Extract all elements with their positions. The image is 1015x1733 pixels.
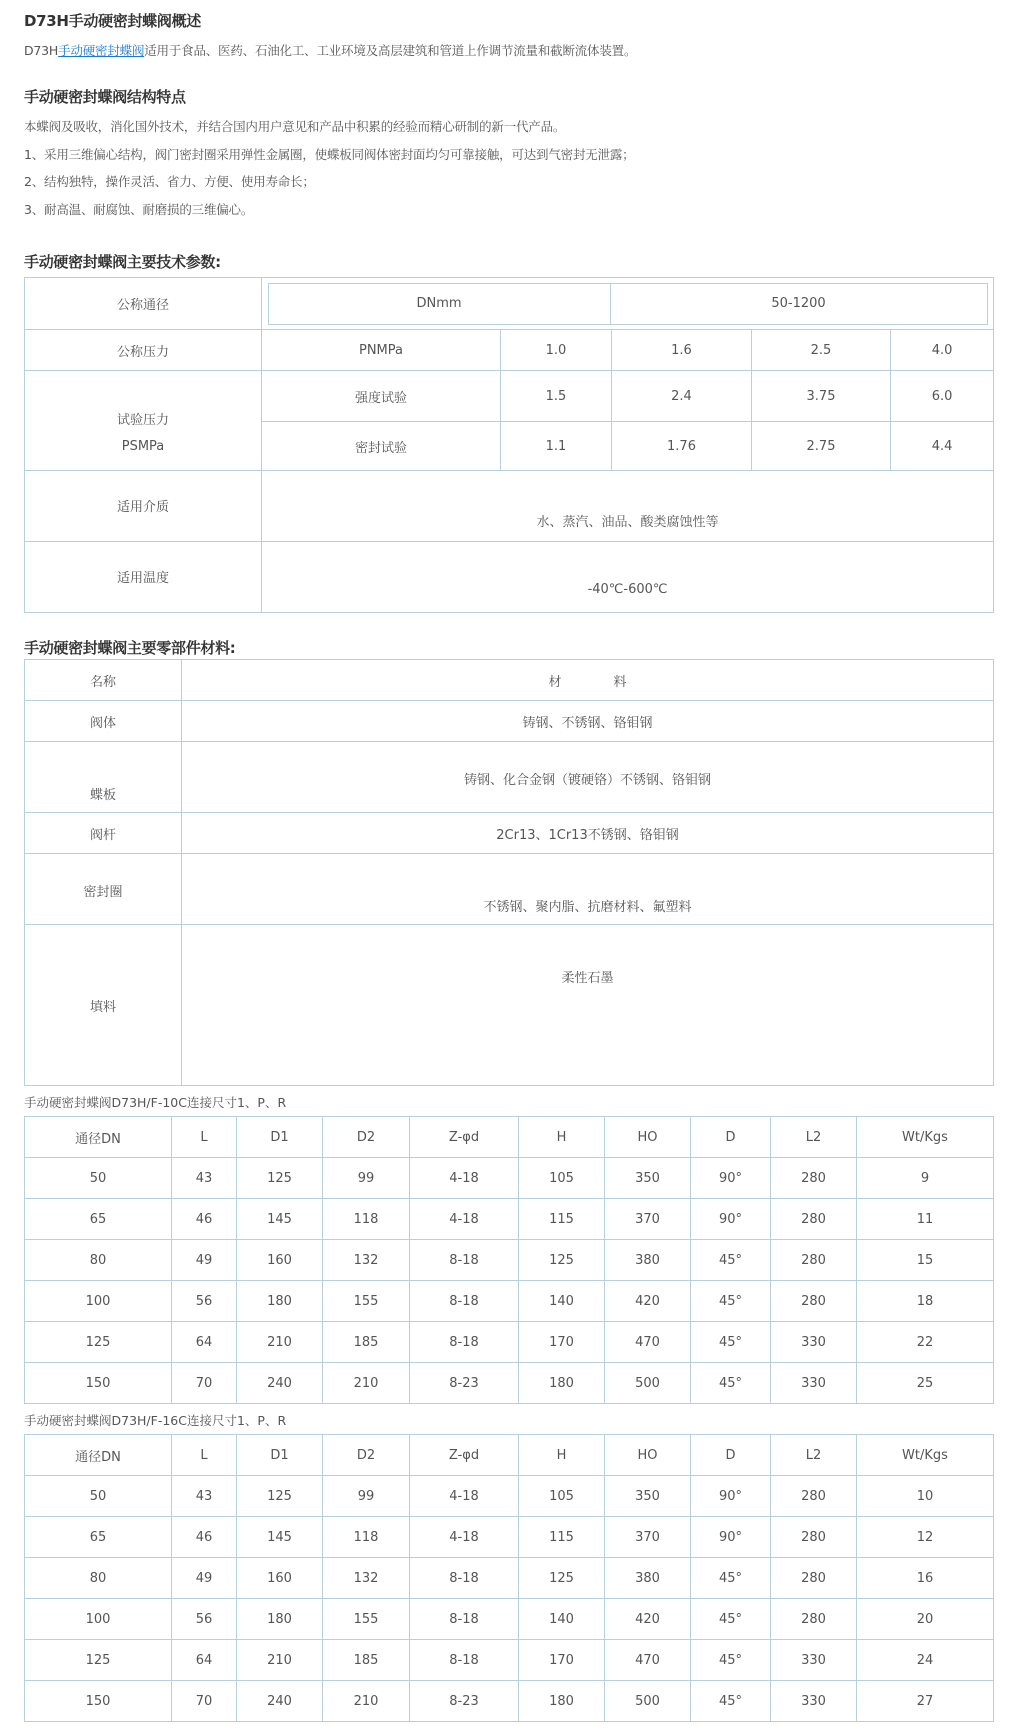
temperature-label: 适用温度 (25, 542, 262, 613)
table-cell: 43 (172, 1158, 237, 1199)
table-cell: 105 (519, 1158, 605, 1199)
table-cell: 210 (323, 1363, 410, 1404)
dimension-table-10c (24, 1116, 994, 1404)
table-cell: 45° (691, 1558, 771, 1599)
table-row (25, 1640, 994, 1681)
table-row (25, 1240, 994, 1281)
table-row (25, 1158, 994, 1199)
table-cell: 8-23 (410, 1363, 519, 1404)
column-header: Z-φd (410, 1117, 519, 1158)
table-cell: 99 (323, 1476, 410, 1517)
table-cell: 470 (605, 1322, 691, 1363)
table-cell: 380 (605, 1240, 691, 1281)
table-cell: 2.5 (752, 330, 891, 371)
table-cell: 118 (323, 1517, 410, 1558)
nominal-diameter-cell (262, 278, 994, 330)
table-cell: 380 (605, 1558, 691, 1599)
table-cell: 49 (172, 1558, 237, 1599)
table-row (25, 1681, 994, 1722)
nominal-diameter-unit: DNmm (268, 283, 610, 324)
table-cell: 180 (519, 1363, 605, 1404)
materials-header-name: 名称 (25, 660, 182, 701)
medium-label: 适用介质 (25, 471, 262, 542)
table-cell: 105 (519, 1476, 605, 1517)
table-cell: 350 (605, 1476, 691, 1517)
table-cell: 45° (691, 1322, 771, 1363)
materials-header-material: 材 料 (182, 660, 994, 701)
table-cell: 4.0 (891, 330, 994, 371)
table-cell: 45° (691, 1599, 771, 1640)
materials-table (24, 659, 994, 1086)
table-cell: 118 (323, 1199, 410, 1240)
table-row (25, 1599, 994, 1640)
table-cell: 45° (691, 1240, 771, 1281)
table-cell: 280 (771, 1240, 857, 1281)
table-cell: 1.5 (501, 371, 612, 422)
table-cell: 8-18 (410, 1281, 519, 1322)
table-cell: 280 (771, 1558, 857, 1599)
nominal-diameter-nested-table (268, 283, 988, 325)
table-cell: 8-18 (410, 1599, 519, 1640)
column-header: L (172, 1435, 237, 1476)
table-cell: 25 (857, 1363, 994, 1404)
strength-test-label: 强度试验 (262, 371, 501, 422)
dimension-table-caption: 手动硬密封蝶阀D73H/F-10C连接尺寸1、P、R (24, 1095, 287, 1110)
table-cell: 330 (771, 1363, 857, 1404)
table-cell: 99 (323, 1158, 410, 1199)
product-link[interactable]: 手动硬密封蝶阀 (58, 43, 145, 58)
table-row (25, 1363, 994, 1404)
dimension-table-16c (24, 1434, 994, 1722)
table-cell: 125 (25, 1322, 172, 1363)
table-cell: 80 (25, 1240, 172, 1281)
table-cell: 4-18 (410, 1158, 519, 1199)
table-cell: 90° (691, 1158, 771, 1199)
column-header: L2 (771, 1435, 857, 1476)
table-cell: 11 (857, 1199, 994, 1240)
temperature-value: -40℃-600℃ (262, 542, 994, 613)
part-name: 阀杆 (25, 813, 182, 854)
table-row (25, 1322, 994, 1363)
table-cell: 125 (25, 1640, 172, 1681)
part-name: 密封圈 (25, 854, 182, 925)
table-cell: 185 (323, 1322, 410, 1363)
table-cell: 280 (771, 1599, 857, 1640)
table-row (25, 542, 994, 613)
table-cell: 150 (25, 1363, 172, 1404)
table-cell: 45° (691, 1281, 771, 1322)
table-cell: 132 (323, 1240, 410, 1281)
table-cell: 280 (771, 1158, 857, 1199)
table-row (25, 742, 994, 813)
table-cell: 125 (237, 1476, 323, 1517)
column-header: D (691, 1435, 771, 1476)
table-cell: 90° (691, 1199, 771, 1240)
table-cell: 56 (172, 1599, 237, 1640)
table-row (25, 330, 994, 371)
column-header: D2 (323, 1117, 410, 1158)
test-pressure-label-line1: 试验压力 (116, 412, 169, 428)
table-cell: 64 (172, 1322, 237, 1363)
table-cell: 500 (605, 1363, 691, 1404)
table-cell: 150 (25, 1681, 172, 1722)
table-cell: 4-18 (410, 1517, 519, 1558)
table-cell: 132 (323, 1558, 410, 1599)
column-header: D (691, 1117, 771, 1158)
test-pressure-label-line2: PSMPa (121, 438, 165, 454)
table-cell: 330 (771, 1322, 857, 1363)
table-cell: 6.0 (891, 371, 994, 422)
table-cell: 90° (691, 1476, 771, 1517)
column-header: HO (605, 1435, 691, 1476)
part-name: 填料 (25, 925, 182, 1086)
column-header: H (519, 1435, 605, 1476)
table-row (25, 660, 994, 701)
table-cell: 4.4 (891, 422, 994, 471)
part-material: 铸钢、不锈钢、铬钼钢 (182, 701, 994, 742)
table-header-row (25, 1117, 994, 1158)
table-cell: 45° (691, 1363, 771, 1404)
part-name: 蝶板 (25, 742, 182, 813)
table-cell: 280 (771, 1199, 857, 1240)
nominal-diameter-label: 公称通径 (25, 278, 262, 330)
table-cell: 70 (172, 1681, 237, 1722)
nominal-pressure-unit: PNMPa (262, 330, 501, 371)
table-cell: 210 (237, 1322, 323, 1363)
table-cell: 65 (25, 1517, 172, 1558)
overview-suffix: 适用于食品、医药、石油化工、工业环境及高层建筑和管道上作调节流量和截断流体装置。 (144, 43, 637, 58)
table-cell: 420 (605, 1281, 691, 1322)
column-header: D1 (237, 1435, 323, 1476)
table-cell: 50 (25, 1158, 172, 1199)
table-cell: 370 (605, 1517, 691, 1558)
table-cell: 70 (172, 1363, 237, 1404)
tech-params-table (24, 277, 994, 613)
table-cell: 185 (323, 1640, 410, 1681)
table-cell: 125 (237, 1158, 323, 1199)
table-cell: 240 (237, 1681, 323, 1722)
table-cell: 45° (691, 1640, 771, 1681)
column-header: HO (605, 1117, 691, 1158)
table-cell: 16 (857, 1558, 994, 1599)
features-intro: 本蝶阀及吸收，消化国外技术，并结合国内用户意见和产品中积累的经验而精心研制的新一代产品。 (24, 119, 566, 134)
table-cell: 2.4 (612, 371, 752, 422)
table-cell: 4-18 (410, 1476, 519, 1517)
table-row (25, 1199, 994, 1240)
column-header: H (519, 1117, 605, 1158)
table-cell: 470 (605, 1640, 691, 1681)
features-title: 手动硬密封蝶阀结构特点 (24, 88, 186, 106)
table-cell: 90° (691, 1517, 771, 1558)
table-cell: 46 (172, 1517, 237, 1558)
feature-item: 1、采用三维偏心结构，阀门密封圈采用弹性金属圈，使蝶板同阀体密封面均匀可靠接触，可达到气密封无泄露； (24, 147, 635, 162)
materials-title: 手动硬密封蝶阀主要零部件材料: (24, 639, 236, 657)
column-header: 通径DN (25, 1435, 172, 1476)
table-cell: 8-18 (410, 1558, 519, 1599)
medium-value: 水、蒸汽、油品、酸类腐蚀性等 (262, 471, 994, 542)
table-cell: 27 (857, 1681, 994, 1722)
table-cell: 4-18 (410, 1199, 519, 1240)
table-cell: 8-18 (410, 1640, 519, 1681)
table-row (25, 371, 994, 422)
part-material: 不锈钢、聚内脂、抗磨材料、氟塑料 (182, 854, 994, 925)
table-row (25, 1558, 994, 1599)
table-row (25, 278, 994, 330)
table-cell: 100 (25, 1599, 172, 1640)
column-header: Wt/Kgs (857, 1435, 994, 1476)
table-cell: 125 (519, 1558, 605, 1599)
table-cell: 43 (172, 1476, 237, 1517)
table-cell: 370 (605, 1199, 691, 1240)
table-row (25, 813, 994, 854)
part-material: 柔性石墨 (182, 925, 994, 1086)
table-row (25, 854, 994, 925)
table-cell: 12 (857, 1517, 994, 1558)
table-cell: 3.75 (752, 371, 891, 422)
table-cell: 15 (857, 1240, 994, 1281)
column-header: D1 (237, 1117, 323, 1158)
table-cell: 155 (323, 1599, 410, 1640)
nominal-diameter-value: 50-1200 (610, 283, 987, 324)
table-cell: 280 (771, 1517, 857, 1558)
table-cell: 8-18 (410, 1322, 519, 1363)
table-cell: 1.6 (612, 330, 752, 371)
table-cell: 170 (519, 1640, 605, 1681)
table-row (25, 1281, 994, 1322)
table-cell: 2.75 (752, 422, 891, 471)
table-cell: 180 (237, 1281, 323, 1322)
dimension-table-caption: 手动硬密封蝶阀D73H/F-16C连接尺寸1、P、R (24, 1413, 287, 1428)
table-cell: 125 (519, 1240, 605, 1281)
table-cell: 45° (691, 1681, 771, 1722)
table-cell: 180 (519, 1681, 605, 1722)
feature-item: 3、耐高温、耐腐蚀、耐磨损的三维偏心。 (24, 202, 254, 217)
table-header-row (25, 1435, 994, 1476)
table-cell: 22 (857, 1322, 994, 1363)
overview-paragraph (24, 41, 636, 59)
table-cell: 330 (771, 1640, 857, 1681)
table-cell: 350 (605, 1158, 691, 1199)
table-cell: 145 (237, 1199, 323, 1240)
column-header: L2 (771, 1117, 857, 1158)
tech-params-title: 手动硬密封蝶阀主要技术参数: (24, 253, 221, 271)
column-header: 通径DN (25, 1117, 172, 1158)
test-pressure-label (25, 371, 262, 471)
table-cell: 64 (172, 1640, 237, 1681)
table-cell: 100 (25, 1281, 172, 1322)
part-name: 阀体 (25, 701, 182, 742)
table-cell: 500 (605, 1681, 691, 1722)
seal-test-label: 密封试验 (262, 422, 501, 471)
overview-prefix: D73H (24, 43, 59, 58)
table-cell: 115 (519, 1199, 605, 1240)
table-cell: 155 (323, 1281, 410, 1322)
table-cell: 140 (519, 1281, 605, 1322)
table-cell: 10 (857, 1476, 994, 1517)
table-cell: 8-18 (410, 1240, 519, 1281)
table-cell: 170 (519, 1322, 605, 1363)
table-cell: 24 (857, 1640, 994, 1681)
table-cell: 65 (25, 1199, 172, 1240)
part-material: 铸钢、化合金钢（镀硬铬）不锈钢、铬钼钢 (182, 742, 994, 813)
table-cell: 240 (237, 1363, 323, 1404)
table-row (25, 1517, 994, 1558)
column-header: Z-φd (410, 1435, 519, 1476)
table-cell: 145 (237, 1517, 323, 1558)
table-cell: 49 (172, 1240, 237, 1281)
table-cell: 50 (25, 1476, 172, 1517)
table-cell: 20 (857, 1599, 994, 1640)
column-header: D2 (323, 1435, 410, 1476)
table-row (25, 701, 994, 742)
table-cell: 1.1 (501, 422, 612, 471)
table-cell: 140 (519, 1599, 605, 1640)
table-row (25, 925, 994, 1086)
table-cell: 1.0 (501, 330, 612, 371)
table-cell: 210 (237, 1640, 323, 1681)
table-cell: 180 (237, 1599, 323, 1640)
table-cell: 280 (771, 1476, 857, 1517)
feature-item: 2、结构独特，操作灵活、省力、方便、使用寿命长； (24, 174, 315, 189)
table-cell: 80 (25, 1558, 172, 1599)
table-cell: 160 (237, 1558, 323, 1599)
table-cell: 1.76 (612, 422, 752, 471)
table-row (25, 471, 994, 542)
part-material: 2Cr13、1Cr13不锈钢、铬钼钢 (182, 813, 994, 854)
table-cell: 18 (857, 1281, 994, 1322)
table-cell: 210 (323, 1681, 410, 1722)
table-cell: 330 (771, 1681, 857, 1722)
table-cell: 115 (519, 1517, 605, 1558)
table-cell: 46 (172, 1199, 237, 1240)
table-cell: 420 (605, 1599, 691, 1640)
table-row (25, 1476, 994, 1517)
table-cell: 9 (857, 1158, 994, 1199)
table-cell: 8-23 (410, 1681, 519, 1722)
column-header: Wt/Kgs (857, 1117, 994, 1158)
table-cell: 56 (172, 1281, 237, 1322)
table-cell: 160 (237, 1240, 323, 1281)
column-header: L (172, 1117, 237, 1158)
table-cell: 280 (771, 1281, 857, 1322)
overview-title: D73H手动硬密封蝶阀概述 (24, 12, 201, 30)
nominal-pressure-label: 公称压力 (25, 330, 262, 371)
